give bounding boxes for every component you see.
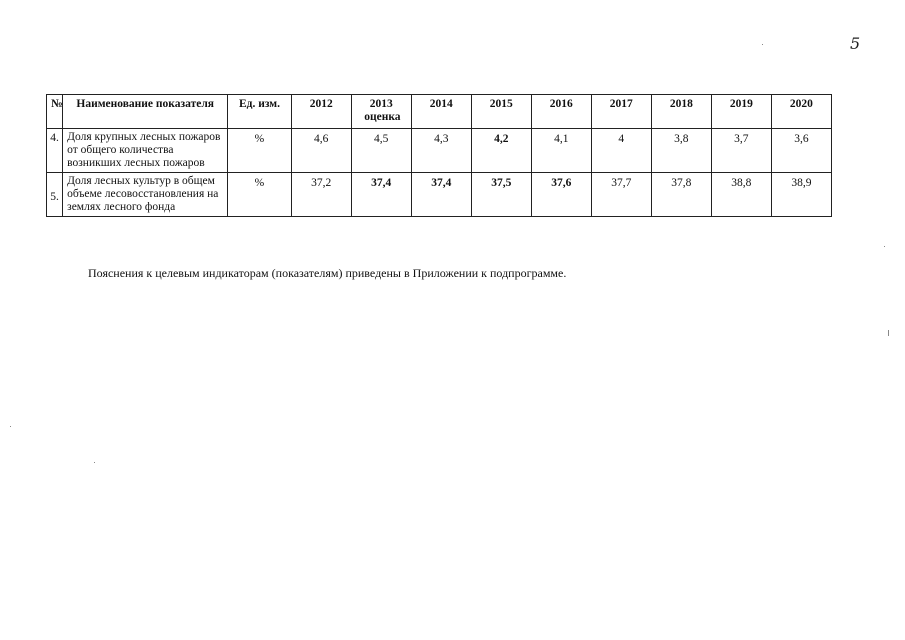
- value-cell: 4,6: [291, 129, 351, 173]
- value-cell: 37,4: [411, 173, 471, 217]
- header-year: 2018: [651, 95, 711, 129]
- indicator-name: Доля крупных лесных пожаров от общего количества возникших лесных пожаров: [63, 129, 228, 173]
- value-cell: 4,1: [531, 129, 591, 173]
- value-cell: 38,9: [771, 173, 831, 217]
- value-cell: 3,8: [651, 129, 711, 173]
- header-year: [351, 95, 411, 129]
- header-year: 2014: [411, 95, 471, 129]
- scan-speck: [888, 330, 889, 336]
- header-year: 2016: [531, 95, 591, 129]
- row-number: 4.: [47, 129, 63, 173]
- value-cell: 4,3: [411, 129, 471, 173]
- table-row: [47, 129, 832, 173]
- scan-speck: [94, 462, 95, 463]
- indicators-table: [46, 94, 832, 217]
- value-cell: 4,5: [351, 129, 411, 173]
- value-cell: 37,8: [651, 173, 711, 217]
- row-number: 5.: [47, 173, 63, 217]
- scan-speck: [762, 44, 763, 45]
- header-year: 2019: [711, 95, 771, 129]
- header-year: 2015: [471, 95, 531, 129]
- scan-speck: [10, 426, 11, 427]
- page-number: 5: [850, 34, 861, 53]
- value-cell: 3,7: [711, 129, 771, 173]
- header-year: 2020: [771, 95, 831, 129]
- header-year: 2012: [291, 95, 351, 129]
- header-unit: Ед. изм.: [228, 95, 291, 129]
- value-cell: 37,2: [291, 173, 351, 217]
- value-cell: 37,7: [591, 173, 651, 217]
- value-cell: 3,6: [771, 129, 831, 173]
- header-year-2013: 2013 оценка: [364, 98, 401, 123]
- value-cell: 37,5: [471, 173, 531, 217]
- header-year: 2017: [591, 95, 651, 129]
- unit-cell: %: [228, 129, 291, 173]
- table-row: [47, 173, 832, 217]
- value-cell: 4,2: [471, 129, 531, 173]
- footnote: Пояснения к целевым индикаторам (показателям) приведены в Приложении к подпрограмме.: [88, 266, 567, 280]
- table-header-row: [47, 95, 832, 129]
- indicator-name: Доля лесных культур в общем объеме лесовосстановления на землях лесного фонда: [63, 173, 228, 217]
- value-cell: 37,4: [351, 173, 411, 217]
- header-num: №: [47, 95, 63, 129]
- unit-cell: %: [228, 173, 291, 217]
- value-cell: 38,8: [711, 173, 771, 217]
- header-name: Наименование показателя: [63, 95, 228, 129]
- value-cell: 37,6: [531, 173, 591, 217]
- value-cell: 4: [591, 129, 651, 173]
- scan-speck: [884, 246, 885, 247]
